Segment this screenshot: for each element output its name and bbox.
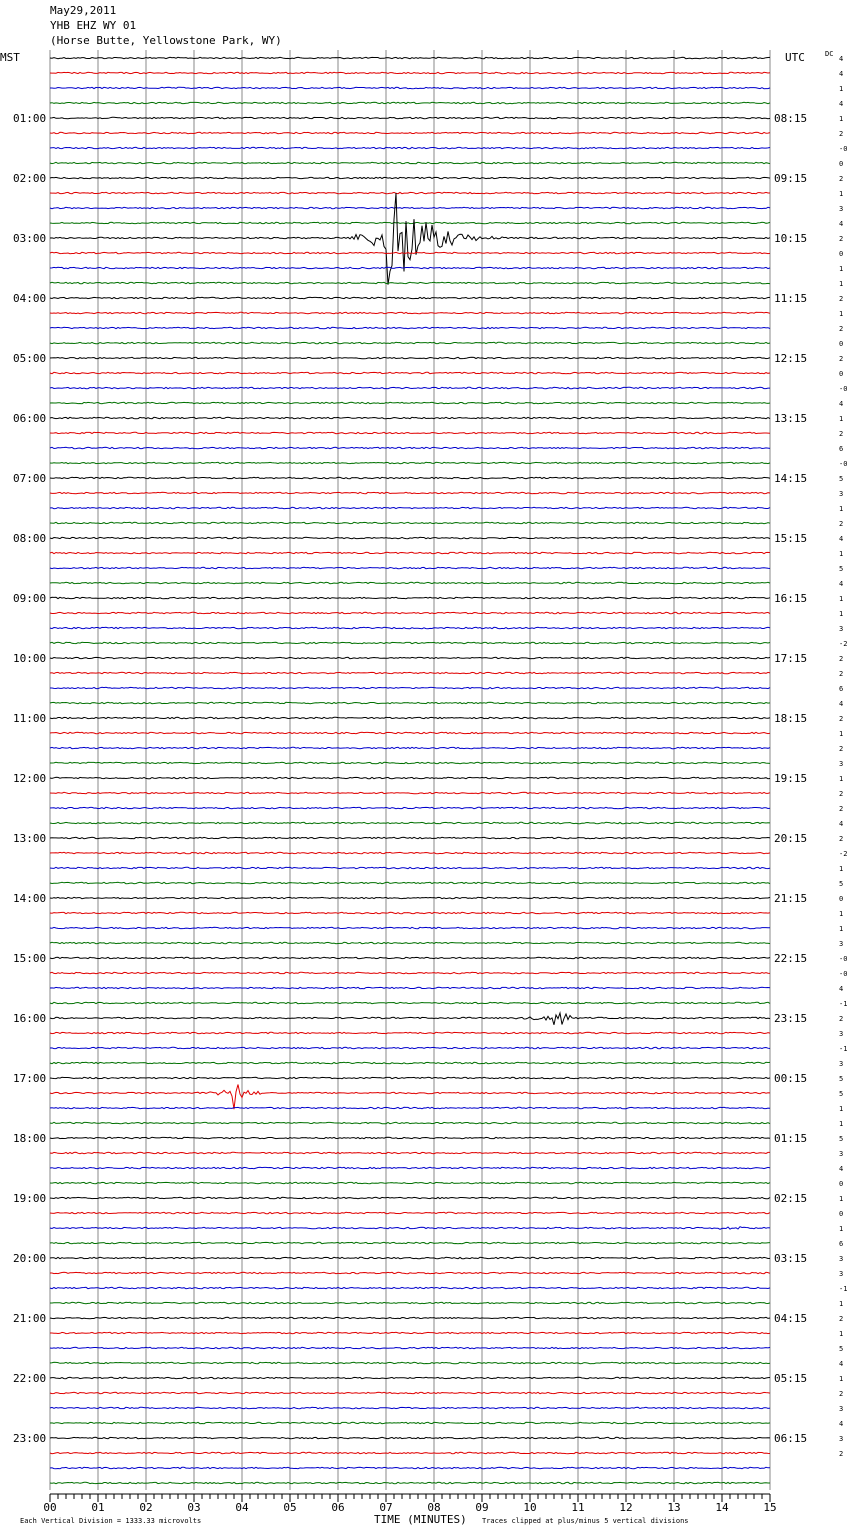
seismic-trace-73	[50, 1152, 770, 1153]
seismic-trace-28	[50, 477, 770, 478]
seismic-trace-43	[50, 702, 770, 703]
dc-value-22: -0	[839, 385, 848, 393]
right-hour-label: 00:15	[774, 1072, 808, 1085]
seismic-trace-33	[50, 552, 770, 553]
dc-value-85: 1	[839, 1330, 844, 1338]
seismic-trace-70	[50, 1107, 770, 1108]
seismic-trace-65	[50, 1032, 770, 1033]
dc-value-29: 3	[839, 490, 844, 498]
seismic-trace-52	[50, 837, 770, 838]
right-hour-label: 05:15	[774, 1372, 808, 1385]
dc-value-91: 4	[839, 1420, 844, 1428]
dc-value-57: 1	[839, 910, 844, 918]
seismic-trace-83	[50, 1302, 770, 1303]
dc-value-14: 1	[839, 265, 844, 273]
seismic-trace-40	[50, 657, 770, 658]
dc-value-4: 1	[839, 115, 844, 123]
dc-value-82: -1	[839, 1285, 848, 1293]
right-hour-label: 12:15	[774, 352, 808, 365]
left-hour-label: 20:00	[13, 1252, 47, 1265]
dc-value-25: 2	[839, 430, 844, 438]
dc-value-64: 2	[839, 1015, 844, 1023]
seismic-trace-55	[50, 882, 770, 883]
left-hour-label: 21:00	[13, 1312, 47, 1325]
seismic-trace-3	[50, 102, 770, 103]
seismic-trace-84	[50, 1317, 770, 1318]
dc-value-75: 0	[839, 1180, 844, 1188]
seismic-trace-57	[50, 912, 770, 913]
division-note: Each Vertical Division = 1333.33 microvolts	[20, 1517, 202, 1525]
seismic-trace-6	[50, 147, 770, 148]
seismic-trace-30	[50, 507, 770, 508]
seismic-trace-72	[50, 1137, 770, 1138]
seismic-trace-32	[50, 537, 770, 538]
dc-value-87: 4	[839, 1360, 844, 1368]
seismic-trace-2	[50, 87, 770, 88]
dc-value-2: 1	[839, 85, 844, 93]
dc-value-3: 4	[839, 100, 844, 108]
dc-value-89: 2	[839, 1390, 844, 1398]
dc-value-90: 3	[839, 1405, 844, 1413]
dc-value-21: 0	[839, 370, 844, 378]
left-hour-label: 22:00	[13, 1372, 47, 1385]
dc-value-44: 2	[839, 715, 844, 723]
dc-value-12: 2	[839, 235, 844, 243]
dc-value-40: 2	[839, 655, 844, 663]
right-hour-label: 22:15	[774, 952, 808, 965]
seismic-trace-50	[50, 807, 770, 808]
seismic-trace-95	[50, 1482, 770, 1483]
dc-value-11: 4	[839, 220, 844, 228]
right-hour-label: 13:15	[774, 412, 808, 425]
seismic-trace-82	[50, 1287, 770, 1288]
left-hour-label: 06:00	[13, 412, 47, 425]
left-hour-label: 02:00	[13, 172, 47, 185]
seismic-trace-94	[50, 1467, 770, 1468]
seismic-trace-86	[50, 1347, 770, 1348]
dc-value-78: 1	[839, 1225, 844, 1233]
seismic-trace-63	[50, 1002, 770, 1003]
dc-value-71: 1	[839, 1120, 844, 1128]
seismic-trace-24	[50, 417, 770, 418]
dc-value-27: -0	[839, 460, 848, 468]
dc-value-61: -0	[839, 970, 848, 978]
seismic-trace-42	[50, 687, 770, 688]
seismic-trace-81	[50, 1272, 770, 1273]
dc-value-59: 3	[839, 940, 844, 948]
seismic-trace-41	[50, 672, 770, 673]
dc-value-81: 3	[839, 1270, 844, 1278]
seismic-trace-77	[50, 1212, 770, 1213]
dc-value-70: 1	[839, 1105, 844, 1113]
x-tick-label: 07	[379, 1501, 393, 1514]
dc-value-58: 1	[839, 925, 844, 933]
dc-value-0: 4	[839, 55, 844, 63]
right-hour-label: 02:15	[774, 1192, 808, 1205]
left-hour-label: 15:00	[13, 952, 47, 965]
dc-value-6: -0	[839, 145, 848, 153]
seismic-trace-49	[50, 792, 770, 793]
dc-value-23: 4	[839, 400, 844, 408]
x-tick-label: 04	[235, 1501, 249, 1514]
seismic-trace-8	[50, 177, 770, 178]
dc-value-77: 0	[839, 1210, 844, 1218]
dc-value-15: 1	[839, 280, 844, 288]
x-tick-label: 01	[91, 1501, 105, 1514]
dc-value-67: 3	[839, 1060, 844, 1068]
seismic-trace-1	[50, 72, 770, 73]
seismic-trace-21	[50, 372, 770, 373]
seismic-trace-56	[50, 897, 770, 898]
left-hour-label: 18:00	[13, 1132, 47, 1145]
left-hour-label: 01:00	[13, 112, 47, 125]
seismic-trace-75	[50, 1182, 770, 1183]
dc-value-65: 3	[839, 1030, 844, 1038]
right-hour-label: 03:15	[774, 1252, 808, 1265]
left-hour-label: 12:00	[13, 772, 47, 785]
seismic-trace-78	[50, 1227, 770, 1230]
x-tick-label: 03	[187, 1501, 201, 1514]
dc-value-32: 4	[839, 535, 844, 543]
dc-value-35: 4	[839, 580, 844, 588]
x-tick-label: 08	[427, 1501, 441, 1514]
header-station: YHB EHZ WY 01	[50, 19, 137, 32]
seismic-trace-37	[50, 612, 770, 613]
dc-value-50: 2	[839, 805, 844, 813]
x-axis-title: TIME (MINUTES)	[374, 1513, 467, 1526]
seismic-trace-26	[50, 447, 770, 448]
x-tick-label: 10	[523, 1501, 537, 1514]
dc-value-24: 1	[839, 415, 844, 423]
dc-value-36: 1	[839, 595, 844, 603]
dc-value-41: 2	[839, 670, 844, 678]
dc-value-86: 5	[839, 1345, 844, 1353]
dc-value-55: 5	[839, 880, 844, 888]
dc-value-49: 2	[839, 790, 844, 798]
dc-value-13: 0	[839, 250, 844, 258]
seismic-trace-12	[50, 193, 770, 285]
dc-value-60: -0	[839, 955, 848, 963]
seismic-trace-38	[50, 627, 770, 628]
seismic-trace-61	[50, 972, 770, 973]
seismic-trace-17	[50, 312, 770, 313]
seismic-trace-59	[50, 942, 770, 943]
x-tick-label: 06	[331, 1501, 345, 1514]
right-hour-label: 01:15	[774, 1132, 808, 1145]
seismic-trace-71	[50, 1122, 770, 1123]
right-hour-label: 18:15	[774, 712, 808, 725]
seismic-traces	[50, 57, 770, 1483]
right-hour-label: 15:15	[774, 532, 808, 545]
seismic-trace-36	[50, 597, 770, 598]
header-date: May29,2011	[50, 4, 117, 17]
dc-value-54: 1	[839, 865, 844, 873]
clip-note: Traces clipped at plus/minus 5 vertical divisions	[482, 1517, 689, 1525]
dc-value-69: 5	[839, 1090, 844, 1098]
dc-value-62: 4	[839, 985, 844, 993]
seismic-trace-91	[50, 1422, 770, 1423]
seismic-trace-51	[50, 822, 770, 823]
dc-value-68: 5	[839, 1075, 844, 1083]
seismic-trace-62	[50, 987, 770, 988]
x-tick-label: 00	[43, 1501, 57, 1514]
time-axis	[43, 1494, 776, 1514]
dc-value-39: -2	[839, 640, 848, 648]
left-hour-label: 08:00	[13, 532, 47, 545]
left-hour-label: 03:00	[13, 232, 47, 245]
dc-value-47: 3	[839, 760, 844, 768]
seismic-trace-31	[50, 522, 770, 523]
seismic-trace-13	[50, 252, 770, 253]
vertical-grid	[50, 50, 770, 1490]
dc-value-19: 0	[839, 340, 844, 348]
seismic-trace-53	[50, 852, 770, 853]
dc-value-30: 1	[839, 505, 844, 513]
left-hour-label: 09:00	[13, 592, 47, 605]
right-hour-label: 11:15	[774, 292, 808, 305]
x-tick-label: 13	[667, 1501, 681, 1514]
right-hour-label: 16:15	[774, 592, 808, 605]
right-hour-label: 14:15	[774, 472, 808, 485]
dc-value-52: 2	[839, 835, 844, 843]
dc-value-28: 5	[839, 475, 844, 483]
seismic-trace-67	[50, 1062, 770, 1063]
seismic-trace-66	[50, 1047, 770, 1048]
seismic-trace-93	[50, 1452, 770, 1453]
seismic-trace-23	[50, 402, 770, 403]
seismic-trace-89	[50, 1392, 770, 1393]
dc-value-56: 0	[839, 895, 844, 903]
dc-value-66: -1	[839, 1045, 848, 1053]
dc-value-53: -2	[839, 850, 848, 858]
right-hour-label: 17:15	[774, 652, 808, 665]
x-tick-label: 02	[139, 1501, 153, 1514]
dc-value-80: 3	[839, 1255, 844, 1263]
seismic-trace-48	[50, 777, 770, 778]
left-hour-label: 05:00	[13, 352, 47, 365]
left-hour-label: 23:00	[13, 1432, 47, 1445]
right-hour-label: 04:15	[774, 1312, 808, 1325]
seismic-trace-45	[50, 732, 770, 733]
seismic-trace-69	[50, 1085, 770, 1110]
seismic-trace-16	[50, 297, 770, 298]
right-hour-label: 21:15	[774, 892, 808, 905]
dc-value-26: 6	[839, 445, 844, 453]
x-tick-label: 12	[619, 1501, 633, 1514]
dc-value-84: 2	[839, 1315, 844, 1323]
dc-value-72: 5	[839, 1135, 844, 1143]
right-hour-label: 08:15	[774, 112, 808, 125]
seismic-trace-5	[50, 132, 770, 133]
x-tick-label: 09	[475, 1501, 489, 1514]
x-tick-label: 05	[283, 1501, 297, 1514]
dc-value-63: -1	[839, 1000, 848, 1008]
dc-value-5: 2	[839, 130, 844, 138]
dc-value-1: 4	[839, 70, 844, 78]
left-hour-label: 10:00	[13, 652, 47, 665]
seismic-trace-80	[50, 1257, 770, 1258]
left-hour-label: 13:00	[13, 832, 47, 845]
right-hour-label: 23:15	[774, 1012, 808, 1025]
seismic-trace-76	[50, 1197, 770, 1198]
left-hour-label: 16:00	[13, 1012, 47, 1025]
seismic-trace-0	[50, 57, 770, 58]
seismic-trace-79	[50, 1242, 770, 1243]
dc-value-37: 1	[839, 610, 844, 618]
seismic-trace-64	[50, 1013, 770, 1025]
dc-value-31: 2	[839, 520, 844, 528]
dc-value-34: 5	[839, 565, 844, 573]
seismic-trace-11	[50, 222, 770, 223]
dc-value-51: 4	[839, 820, 844, 828]
dc-value-92: 3	[839, 1435, 844, 1443]
seismic-trace-15	[50, 282, 770, 283]
seismic-trace-39	[50, 642, 770, 643]
seismic-trace-10	[50, 207, 770, 208]
dc-value-76: 1	[839, 1195, 844, 1203]
seismic-trace-54	[50, 867, 770, 868]
left-hour-label: 07:00	[13, 472, 47, 485]
left-hour-label: 04:00	[13, 292, 47, 305]
dc-value-48: 1	[839, 775, 844, 783]
dc-value-88: 1	[839, 1375, 844, 1383]
dc-label: DC	[825, 50, 834, 58]
dc-value-73: 3	[839, 1150, 844, 1158]
dc-value-9: 1	[839, 190, 844, 198]
dc-value-10: 3	[839, 205, 844, 213]
left-hour-label: 17:00	[13, 1072, 47, 1085]
seismic-trace-20	[50, 357, 770, 358]
seismic-trace-92	[50, 1437, 770, 1438]
seismic-trace-7	[50, 162, 770, 163]
seismic-trace-90	[50, 1407, 770, 1408]
seismic-trace-58	[50, 927, 770, 928]
x-tick-label: 15	[763, 1501, 777, 1514]
header-location: (Horse Butte, Yellowstone Park, WY)	[50, 34, 282, 47]
seismic-trace-25	[50, 432, 770, 433]
seismic-trace-35	[50, 582, 770, 583]
dc-value-43: 4	[839, 700, 844, 708]
seismic-trace-44	[50, 717, 770, 718]
dc-value-33: 1	[839, 550, 844, 558]
x-tick-label: 11	[571, 1501, 585, 1514]
x-tick-label: 14	[715, 1501, 729, 1514]
dc-value-8: 2	[839, 175, 844, 183]
right-hour-label: 06:15	[774, 1432, 808, 1445]
left-hour-label: 14:00	[13, 892, 47, 905]
seismic-trace-27	[50, 462, 770, 463]
seismic-trace-88	[50, 1377, 770, 1378]
seismic-trace-68	[50, 1077, 770, 1078]
dc-value-79: 6	[839, 1240, 844, 1248]
seismic-trace-34	[50, 567, 770, 568]
dc-value-7: 0	[839, 160, 844, 168]
dc-value-93: 2	[839, 1450, 844, 1458]
left-hour-label: 11:00	[13, 712, 47, 725]
right-hour-label: 20:15	[774, 832, 808, 845]
dc-value-42: 6	[839, 685, 844, 693]
seismic-trace-29	[50, 492, 770, 493]
seismic-trace-9	[50, 192, 770, 193]
dc-value-45: 1	[839, 730, 844, 738]
seismic-trace-87	[50, 1362, 770, 1363]
seismic-trace-22	[50, 387, 770, 388]
seismic-trace-60	[50, 957, 770, 958]
right-timezone-label: UTC	[785, 51, 805, 64]
left-timezone-label: MST	[0, 51, 20, 64]
seismic-trace-14	[50, 267, 770, 268]
dc-value-83: 1	[839, 1300, 844, 1308]
dc-value-20: 2	[839, 355, 844, 363]
seismic-trace-46	[50, 747, 770, 748]
seismic-trace-18	[50, 327, 770, 328]
dc-value-74: 4	[839, 1165, 844, 1173]
seismic-trace-19	[50, 342, 770, 343]
seismic-trace-85	[50, 1332, 770, 1333]
seismic-trace-47	[50, 762, 770, 763]
dc-value-46: 2	[839, 745, 844, 753]
dc-value-17: 1	[839, 310, 844, 318]
right-hour-label: 10:15	[774, 232, 808, 245]
seismic-trace-74	[50, 1167, 770, 1168]
right-hour-label: 19:15	[774, 772, 808, 785]
right-hour-label: 09:15	[774, 172, 808, 185]
seismic-trace-4	[50, 117, 770, 118]
left-hour-label: 19:00	[13, 1192, 47, 1205]
dc-value-18: 2	[839, 325, 844, 333]
dc-value-38: 3	[839, 625, 844, 633]
dc-value-16: 2	[839, 295, 844, 303]
